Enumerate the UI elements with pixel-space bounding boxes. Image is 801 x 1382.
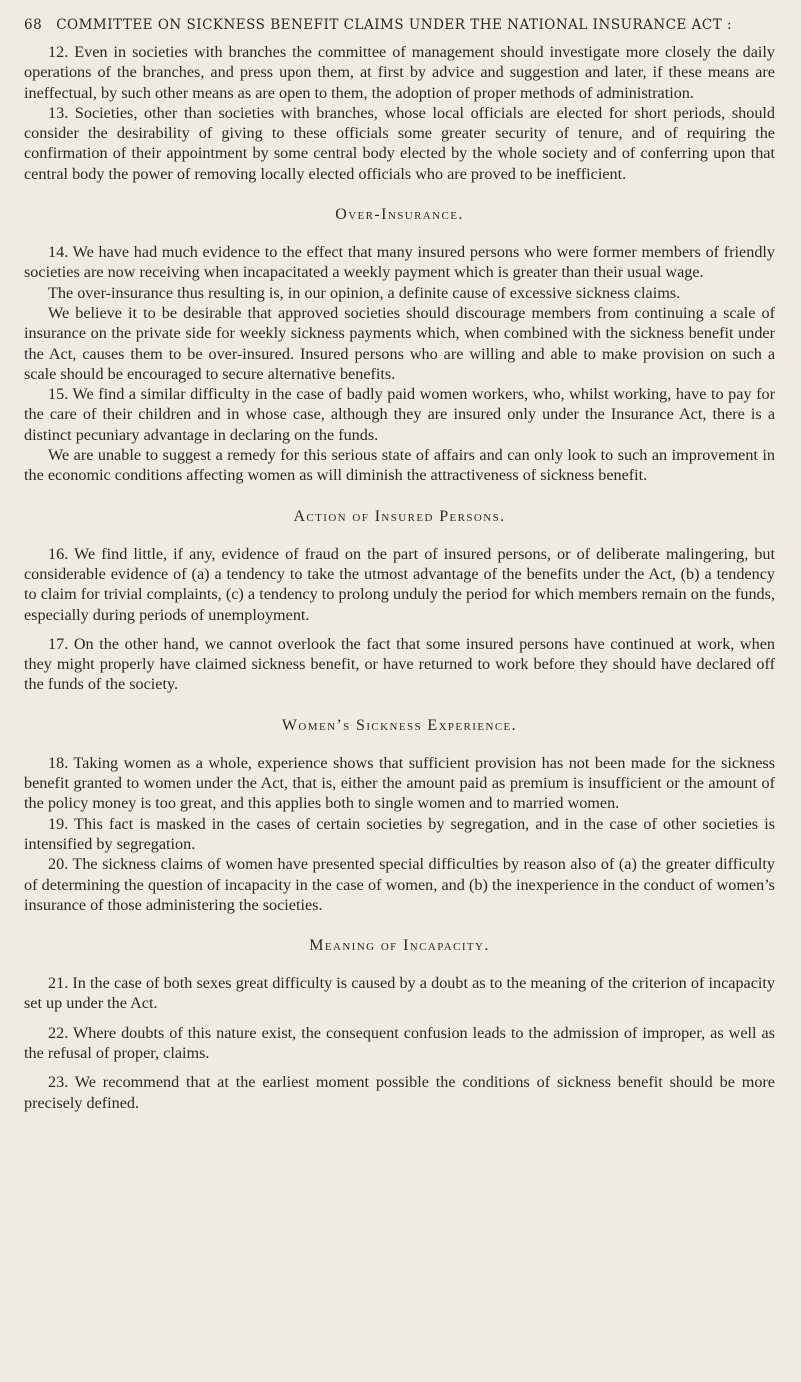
paragraph: We are unable to suggest a remedy for this serious state of affairs and can only look to such an improvement in the economic conditions affecting women as will diminish the attractiveness of sickness benefit. (24, 446, 775, 485)
paragraph: 19. This fact is masked in the cases of certain societies by segregation, and in the case of other societies is intensified by segregation. (24, 814, 775, 853)
paragraph: 17. On the other hand, we cannot overlook the fact that some insured persons have continued at work, when they might properly have claimed sickness benefit, or have returned to work before they should have declared off the funds of the society. (24, 634, 775, 694)
page-number: 68 (24, 17, 43, 33)
paragraph: 15. We find a similar difficulty in the case of badly paid women workers, who, whilst working, have to pay for the care of their children and in whose case, although they are insured only under the Insurance Act, there is a distinct pecuniary advantage in declaring on the funds. (24, 385, 775, 444)
paragraph: 23. We recommend that at the earliest moment possible the conditions of sickness benefit should be more precisely defined. (24, 1073, 775, 1112)
section-heading: Over-Insurance. (335, 206, 464, 224)
paragraph: 16. We find little, if any, evidence of fraud on the part of insured persons, or of deliberate malingering, but considerable evidence of (a) a tendency to take the utmost advantage of the benefits under the Act, (b) a tendency to claim for trivial complaints, (c) a tendency to prolong unduly the period for which members remain on the funds, especially during periods of unemployment. (24, 544, 775, 624)
running-head (24, 14, 775, 36)
paragraph: 13. Societies, other than societies with branches, whose local officials are elected for short periods, should consider the desirability of giving to these officials some greater security of tenure, and of requiring the confirmation of their appointment by some central body elected by the whole society and of conferring upon that central body the power of removing locally elected officials who are proved to be inefficient. (24, 103, 775, 183)
page-body (24, 42, 775, 1113)
paragraph: 12. Even in societies with branches the committee of management should investigate more closely the daily operations of the branches, and press upon them, at first by advice and suggestion and later, if these means are ineffectual, by such other means as are open to them, the adoption of proper methods of administration. (24, 43, 775, 102)
paragraph: The over-insurance thus resulting is, in our opinion, a definite cause of excessive sickness claims. (48, 283, 681, 302)
section-heading: Women’s Sickness Experience. (281, 716, 518, 734)
section-heading: Meaning of Incapacity. (309, 937, 490, 955)
paragraph: 21. In the case of both sexes great difficulty is caused by a doubt as to the meaning of the criterion of incapacity set up under the Act. (24, 974, 775, 1013)
section-heading: Action of Insured Persons. (293, 507, 506, 525)
paragraph: 18. Taking women as a whole, experience shows that sufficient provision has not been made for the sickness benefit granted to women under the Act, that is, either the amount paid as premium is insufficient or the amount of the policy money is too great, and this applies both to single women and to married women. (24, 753, 775, 813)
paragraph: 14. We have had much evidence to the effect that many insured persons who were former members of friendly societies are now receiving when incapacitated a weekly payment which is greater than their usual wage. (24, 243, 775, 282)
paragraph: 20. The sickness claims of women have presented special difficulties by reason also of (a) the greater difficulty of determining the question of incapacity in the case of women, and (b) the inexperience in the conduct of women’s insurance of those administering the societies. (24, 855, 775, 914)
running-title: COMMITTEE ON SICKNESS BENEFIT CLAIMS UNDER THE NATIONAL INSURANCE ACT : (56, 17, 733, 33)
paragraph: 22. Where doubts of this nature exist, the consequent confusion leads to the admission of improper, as well as the refusal of proper, claims. (24, 1023, 775, 1062)
paragraph: We believe it to be desirable that approved societies should discourage members from continuing a scale of insurance on the private side for weekly sickness payments which, when combined with the sickness benefit under the Act, causes them to be over-insured. Insured persons who are willing and able to make provision on such a scale should be encouraged to secure alternative benefits. (24, 303, 775, 383)
